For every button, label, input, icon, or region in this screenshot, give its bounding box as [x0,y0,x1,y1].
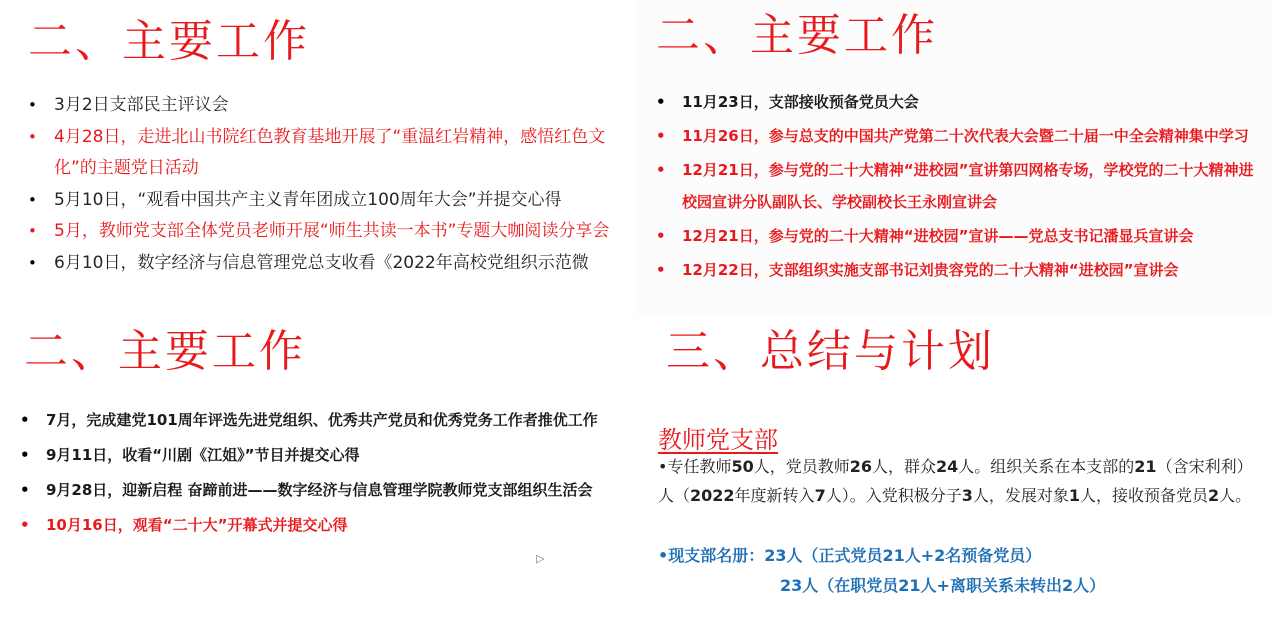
bullet-dot: • [28,253,37,272]
list-item [26,90,636,122]
slide-panel-top-left [0,0,636,316]
bullet-dot: • [656,261,666,279]
bullet-list [654,86,1266,288]
list-item-text: 12月22日，支部组织实施支部书记刘贵容党的二十大精神“进校园”宣讲会 [682,261,1179,279]
summary-text: 人。组织关系在本支部的 [958,457,1135,476]
list-item-text: 11月23日，支部接收预备党员大会 [682,93,919,111]
slide-title: 二、主要工作 [656,10,938,61]
summary-text: 人，党员教师 [753,457,850,476]
summary-text: 人，发展对象 [972,486,1069,505]
summary-text: 人，群众 [872,457,937,476]
bullet-dot: • [20,481,30,499]
slide-panel-bottom-left [0,316,636,626]
bullet-dot: • [28,96,37,114]
slide-panel-bottom-right [636,316,1272,626]
bullet-dot: • [656,161,666,179]
summary-text: 年度新转入 [734,486,815,505]
bullet-dot: • [28,127,37,146]
list-item-text: 6月10日，数字经济与信息管理党总支收看《2022年高校党组织示范微 [54,252,589,273]
branch-heading: 教师党支部 [658,426,778,454]
summary-number: 24 [936,457,959,476]
summary-text: 专任教师 [667,457,732,476]
list-item [26,216,636,248]
list-item-text: 5月，教师党支部全体党员老师开展“师生共读一本书”专题大咖阅读分享会 [54,221,610,241]
list-item [654,254,1266,286]
list-item [18,439,630,471]
summary-number: 7 [814,486,826,505]
summary-paragraph [658,452,1258,510]
list-item [654,120,1266,152]
bullet-dot: • [656,93,666,111]
summary-text: 人，接收预备党员 [1080,486,1209,505]
summary-number: 50 [731,457,754,476]
summary-number: 2022 [690,486,735,505]
list-item-text: 12月21日，参与党的二十大精神“进校园”宣讲——党总支书记潘显兵宣讲会 [682,227,1194,245]
bullet-list [26,90,636,279]
list-item [654,220,1266,252]
bullet-dot: • [28,190,37,209]
list-item-text: 5月10日，“观看中国共产主义青年团成立100周年大会”并提交心得 [54,189,562,210]
summary-number: 21 [1134,457,1157,476]
summary-number: 1 [1068,486,1081,505]
roster-line: 23人（在职党员21人+离职关系未转出2人） [780,576,1106,595]
bullet-dot: • [20,516,30,534]
list-item-text: 9月11日，收看“川剧《江姐》”节目并提交心得 [46,446,360,464]
summary-number: 2 [1208,486,1220,505]
bullet-dot: • [658,457,668,476]
bullet-list [18,404,630,544]
roster-line: •现支部名册：23人（正式党员21人+2名预备党员） [658,546,1042,565]
bullet-dot: • [656,227,666,245]
summary-number: 26 [849,457,872,476]
bullet-dot: • [656,127,666,145]
list-item [26,185,636,217]
bullet-dot: • [28,222,37,240]
list-item-text: 7月，完成建党101周年评选先进党组织、优秀共产党员和优秀党务工作者推优工作 [46,411,598,429]
summary-text: 人。 [1219,486,1252,505]
list-item-text: 11月26日，参与总支的中国共产党第二十次代表大会暨二十届一中全会精神集中学习 [682,127,1249,145]
slide-title: 三、总结与计划 [666,326,995,377]
summary-text: 人）。入党积极分子 [825,486,962,505]
list-item [26,248,636,280]
list-item-text: 9月28日，迎新启程 奋蹄前进——数字经济与信息管理学院教师党支部组织生活会 [46,481,593,499]
slide-panel-top-right [636,0,1272,316]
list-item [18,404,630,436]
list-item-text: 3月2日支部民主评议会 [54,95,229,115]
list-item [18,509,630,541]
slide-title: 二、主要工作 [24,326,306,377]
list-item-text: 4月28日，走进北山书院红色教育基地开展了“重温红岩精神，感悟红色文化”的主题党日活动 [54,126,606,178]
bullet-dot: • [20,411,30,429]
bullet-dot: • [20,446,30,464]
slide-title: 二、主要工作 [28,16,310,67]
list-item [654,154,1266,218]
mouse-cursor-icon: ▷ [536,552,545,565]
list-item [654,86,1266,118]
list-item [26,122,636,185]
summary-number: 3 [961,486,973,505]
list-item [18,474,630,506]
list-item-text: 12月21日，参与党的二十大精神“进校园”宣讲第四网格专场，学校党的二十大精神进校园宣讲分队副队长、学校副校长王永刚宣讲会 [682,161,1254,211]
summary-text: （含宋利利）人（ [658,457,1253,505]
list-item-text: 10月16日，观看“二十大”开幕式并提交心得 [46,516,348,534]
